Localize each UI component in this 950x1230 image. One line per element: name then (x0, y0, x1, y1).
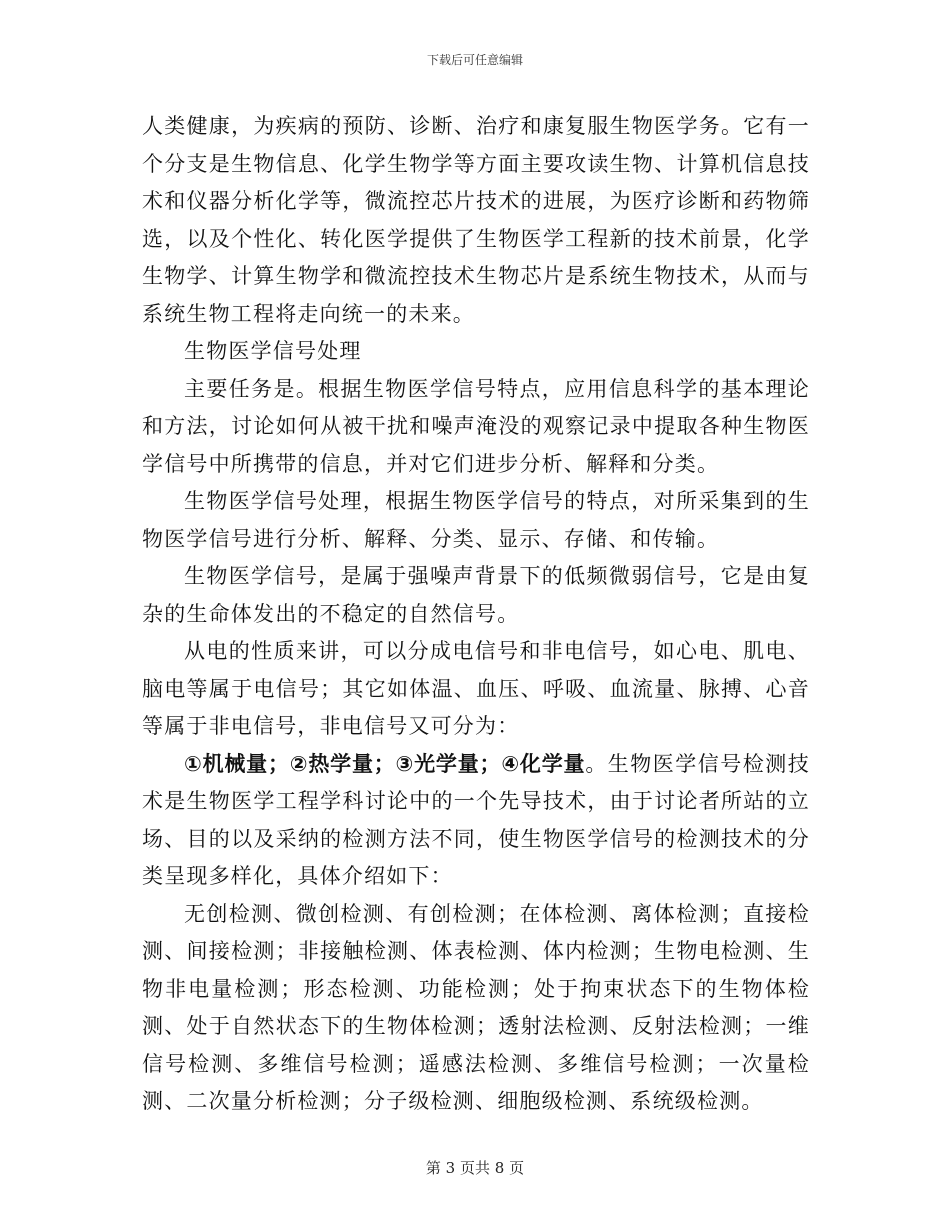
paragraph-signal-processing: 生物医学信号处理，根据生物医学信号的特点，对所采集到的生物医学信号进行分析、解释、分类、显示、存储、和传输。 (142, 489, 810, 551)
detection-tech-text: 。生物医学信号检测技术是生物医学工程学科讨论中的一个先导技术，由于讨论者所站的立场、目的以及采纳的检测方法不同，使生物医学信号的检测技术的分类呈现多样化，具体介绍如下： (142, 751, 811, 888)
document-body (142, 108, 810, 1121)
paragraph-intro: 人类健康，为疾病的预防、诊断、治疗和康复服生物医学务。它有一个分支是生物信息、化学生物学等方面主要攻读生物、计算机信息技术和仪器分析化学等，微流控芯片技术的进展，为医疗诊断和药物筛选，以及个性化、转化医学提供了生物医学工程新的技术前景，化学生物学、计算生物学和微流控技术生物芯片是系统生物技术，从而与系统生物工程将走向统一的未来。 (142, 114, 810, 326)
paragraph-signal-types: 从电的性质来讲，可以分成电信号和非电信号，如心电、肌电、脑电等属于电信号；其它如体温、血压、呼吸、血流量、脉搏、心音等属于非电信号，非电信号又可分为： (142, 639, 810, 738)
paragraph-signal-definition: 生物医学信号，是属于强噪声背景下的低频微弱信号，它是由复杂的生命体发出的不稳定的自然信号。 (142, 564, 810, 626)
paragraph-main-task: 主要任务是。根据生物医学信号特点，应用信息科学的基本理论和方法，讨论如何从被干扰和噪声淹没的观察记录中提取各种生物医学信号中所携带的信息，并对它们进步分析、解释和分类。 (142, 376, 810, 476)
page-header: 下载后可任意编辑 (426, 53, 523, 67)
section-heading: 生物医学信号处理 (184, 339, 362, 363)
paragraph-detection-methods: 无创检测、微创检测、有创检测；在体检测、离体检测；直接检测、间接检测；非接触检测、体表检测、体内检测；生物电检测、生物非电量检测；形态检测、功能检测；处于拘束状态下的生物体检测、处于自然状态下的生物体检测；透射法检测、反射法检测；一维信号检测、多维信号检测；遥感法检测、多维信号检测；一次量检测、二次量分析检测；分子级检测、细胞级检测、系统级检测。 (142, 901, 810, 1113)
paragraph-detection-tech (142, 746, 810, 896)
page-number: 第 3 页共 8 页 (425, 1159, 525, 1177)
bold-quantity-list: ①机械量；②热学量；③光学量；④化学量 (184, 751, 586, 776)
